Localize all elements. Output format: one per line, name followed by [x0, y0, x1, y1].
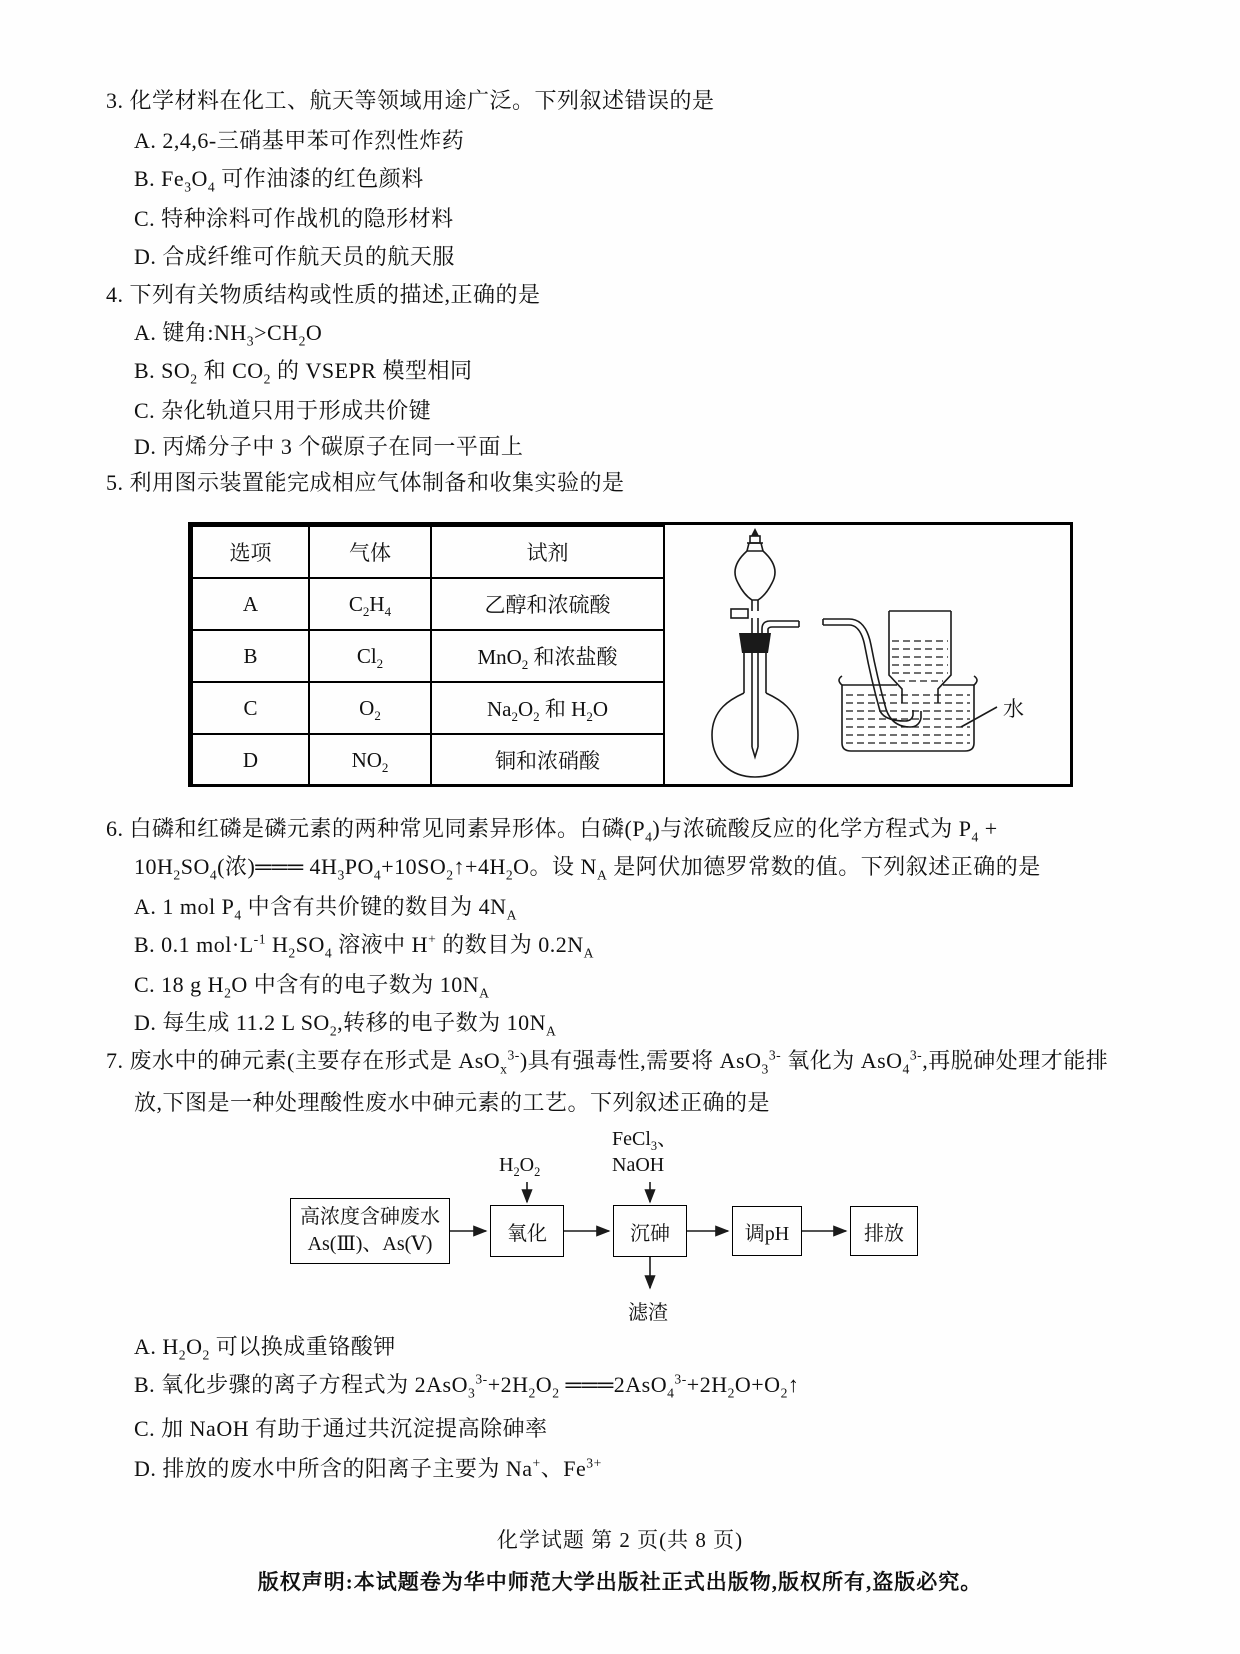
flow-step-precipitation: 沉砷: [613, 1205, 687, 1257]
cell-option: A: [192, 578, 309, 630]
q6-option-d: D. 每生成 11.2 L $SO_2$,转移的电子数为 $10N_A$: [134, 1010, 557, 1039]
q6-stem-line1: 6. 白磷和红磷是磷元素的两种常见同素异形体。白磷$(P_4)$与浓硫酸反应的化学方程式为 $P_4$ +: [106, 816, 998, 845]
table-row: [192, 682, 664, 734]
q4-stem: 4. 下列有关物质结构或性质的描述,正确的是: [106, 282, 541, 307]
q4-option-d: D. 丙烯分子中 3 个碳原子在同一平面上: [134, 434, 524, 459]
flow-input-line2: As(Ⅲ)、As(Ⅴ): [307, 1233, 433, 1255]
reagent-h2o2-label: $H_2O_2$: [499, 1154, 541, 1179]
cell-reagent: $Na_2O_2$ 和 $H_2O$: [431, 682, 664, 734]
q6-option-a: A. 1 mol $P_4$ 中含有共价键的数目为 $4N_A$: [134, 894, 517, 923]
table-row: [192, 734, 664, 786]
q3-option-b: B. $Fe_3O_4$ 可作油漆的红色颜料: [134, 166, 424, 195]
flow-residue-label: 滤渣: [628, 1302, 668, 1324]
q7-process-flow-diagram: [250, 1118, 970, 1330]
q7-option-d: D. 排放的废水中所含的阳离子主要为 Na+、$Fe^{3+}$: [134, 1455, 602, 1481]
cell-gas: $Cl_2$: [309, 630, 431, 682]
q4-option-b: B. $SO_2$ 和 $CO_2$ 的 VSEPR 模型相同: [134, 358, 473, 387]
q4-option-a: A. 键角$:NH_3>CH_2O$: [134, 320, 323, 349]
flow-step-adjust-ph: 调pH: [732, 1206, 802, 1256]
cell-reagent: 铜和浓硝酸: [431, 734, 664, 786]
q7-option-b: B. 氧化步骤的离子方程式为 $2AsO_3^{3-}+2H_2O_2$ $═══2AsO_4^{3-}+2H_2O+O_2↑$: [134, 1371, 800, 1401]
cell-reagent: MnO$_2$ 和浓盐酸: [431, 630, 664, 682]
flow-step-discharge: 排放: [850, 1206, 918, 1256]
copyright-notice: 版权声明:本试题卷为华中师范大学出版社正式出版物,版权所有,盗版必究。: [257, 1570, 983, 1594]
table-row: [192, 578, 664, 630]
cell-gas: $O_2$: [309, 682, 431, 734]
page-number-line: 化学试题 第 2 页(共 8 页): [496, 1528, 744, 1552]
q4-option-c: C. 杂化轨道只用于形成共价键: [134, 398, 432, 423]
rubber-stopper-icon: [739, 633, 771, 653]
q3-stem: 3. 化学材料在化工、航天等领域用途广泛。下列叙述错误的是: [106, 88, 715, 113]
col-header-gas: 气体: [309, 526, 431, 578]
col-header-option: 选项: [192, 526, 309, 578]
q6-option-c: C. 18 g $H_2O$ 中含有的电子数为 $10N_A$: [134, 972, 490, 1001]
q3-option-a: A. 2,4,6-三硝基甲苯可作烈性炸药: [134, 128, 465, 153]
reagent-fecl3-label: FeCl$_3$、: [612, 1128, 678, 1153]
col-header-reagent: 试剂: [431, 526, 664, 578]
flow-input-box: [290, 1198, 450, 1264]
cell-option: C: [192, 682, 309, 734]
cell-gas: $C_2H_4$: [309, 578, 431, 630]
cell-reagent: 乙醇和浓硫酸: [431, 578, 664, 630]
table-row: [192, 630, 664, 682]
cell-option: D: [192, 734, 309, 786]
cell-option: B: [192, 630, 309, 682]
q6-option-b: B. 0.1 $mol\cdot L^{-1}$ $H_2SO_4$ 溶液中 H+ 的数目为 $0.2N_A$: [134, 931, 594, 961]
gas-apparatus-diagram: [665, 525, 1065, 785]
flow-input-line1: 高浓度含砷废水: [300, 1206, 440, 1228]
q7-stem-line2: 放,下图是一种处理酸性废水中砷元素的工艺。下列叙述正确的是: [134, 1090, 771, 1115]
flow-step-oxidation: 氧化: [490, 1205, 564, 1257]
q3-option-c: C. 特种涂料可作战机的隐形材料: [134, 206, 454, 231]
water-label: 水: [1003, 697, 1024, 721]
q7-option-a: A. $H_2O_2$ 可以换成重铬酸钾: [134, 1334, 396, 1363]
table-header-row: [192, 526, 664, 578]
q5-table-and-diagram-box: [188, 522, 1073, 787]
q6-stem-line2: $10H_2SO_4$(浓)═══ $4H_3PO_4+10SO_2↑+4H_2O$。设 $N_A$ 是阿伏加德罗常数的值。下列叙述正确的是: [134, 854, 1041, 883]
q5-gas-table: [191, 525, 665, 787]
q7-stem-line1: 7. 废水中的砷元素(主要存在形式是 AsO$_x^{3-}$)具有强毒性,需要将 AsO$_3^{3-}$ 氧化为 AsO$_4^{3-}$,再脱砷处理才能排: [106, 1047, 1109, 1077]
q7-option-c: C. 加 NaOH 有助于通过共沉淀提高除砷率: [134, 1416, 548, 1441]
funnel-stopper-icon: [751, 528, 759, 536]
cell-gas: $NO_2$: [309, 734, 431, 786]
q5-stem: 5. 利用图示装置能完成相应气体制备和收集实验的是: [106, 470, 625, 495]
reagent-naoh-label: NaOH: [612, 1154, 665, 1176]
q3-option-d: D. 合成纤维可作航天员的航天服: [134, 244, 455, 269]
